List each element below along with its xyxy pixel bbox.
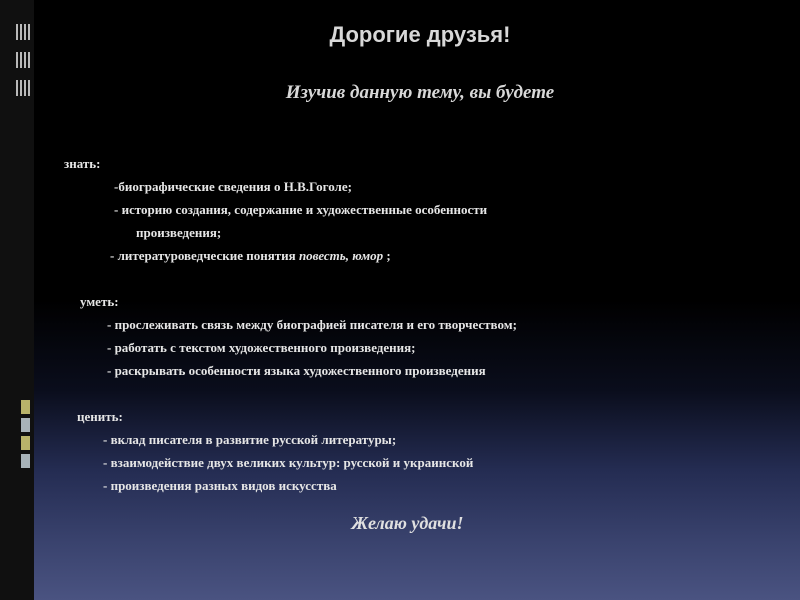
list-item: - раскрывать особенности языка художественного произведения — [107, 363, 486, 378]
slide-subtitle: Изучив данную тему, вы будете — [285, 82, 555, 103]
list-item: - вклад писателя в развитие русской литературы; — [103, 432, 397, 447]
section-heading-value: ценить: — [77, 409, 123, 424]
slide-title: Дорогие друзья! — [329, 22, 511, 47]
closing-text: Желаю удачи! — [351, 513, 464, 533]
list-item-text: - литературоведческие понятия — [110, 248, 296, 263]
list-item: - взаимодействие двух великих культур: русской и украинской — [103, 455, 474, 470]
list-item: - работать с текстом художественного произведения; — [107, 340, 416, 355]
decorative-square — [21, 400, 30, 414]
list-item: -биографические сведения о Н.В.Гоголе; — [114, 179, 352, 194]
list-item: - историю создания, содержание и художественные особенности — [114, 202, 488, 217]
section-heading-know: знать: — [64, 156, 101, 171]
decorative-square — [21, 454, 30, 468]
section-heading-can: уметь: — [80, 294, 119, 309]
decorative-stripe — [16, 52, 30, 68]
list-item: - произведения разных видов искусства — [103, 478, 337, 493]
list-item-tail: ; — [383, 248, 391, 263]
decorative-squares — [21, 400, 30, 468]
decorative-square — [21, 436, 30, 450]
list-item: произведения; — [136, 225, 222, 240]
list-item-emphasis: повесть, юмор — [298, 248, 384, 263]
list-item: - прослеживать связь между биографией писателя и его творчеством; — [107, 317, 517, 332]
decorative-square — [21, 418, 30, 432]
list-item — [110, 248, 391, 264]
